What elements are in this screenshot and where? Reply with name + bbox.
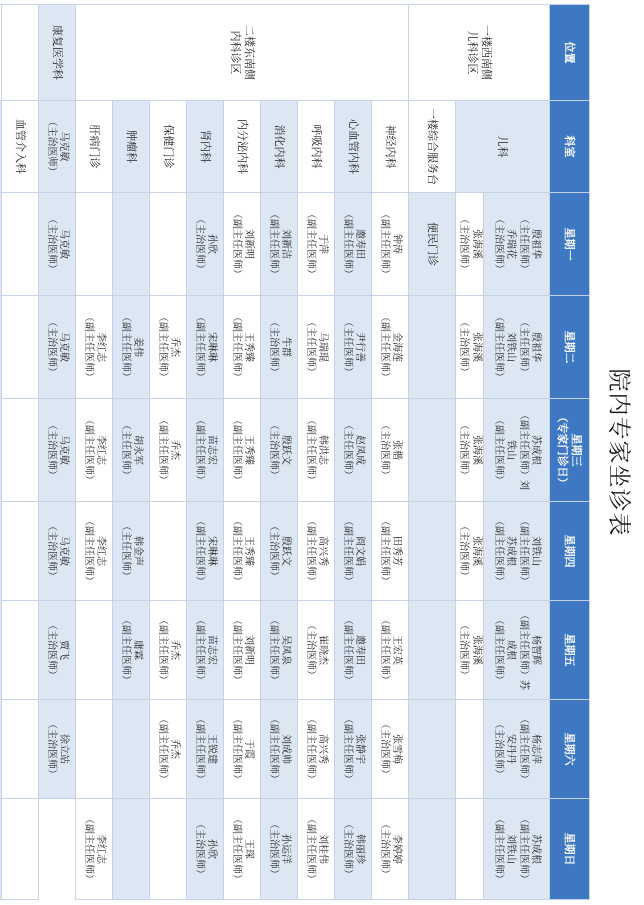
doctor-cell — [2, 799, 39, 900]
doctor-cell: 宋琳琳 （副主任医师） — [187, 502, 224, 601]
table-row — [224, 5, 261, 900]
column-header: 星期五 — [550, 601, 590, 700]
doctor-cell — [150, 502, 187, 601]
doctor-cell — [150, 193, 187, 296]
doctor-cell: 马克敏 （主治医师） — [39, 296, 76, 399]
doctor-cell: 张海溪 （主治医师） — [456, 601, 484, 700]
doctor-cell: 刘新洁 （副主任医师） — [261, 193, 298, 296]
department-cell: 儿科 — [456, 101, 550, 193]
doctor-cell: 姜伟 （副主任医师） — [113, 296, 150, 399]
doctor-cell — [0, 296, 2, 799]
doctor-cell: 吴凤泉 （副主任医师） — [261, 601, 298, 700]
doctor-cell: 张海溪 （主治医师） — [456, 502, 484, 601]
location-cell — [2, 5, 39, 101]
table-row — [409, 5, 456, 900]
doctor-cell: 刘铁山 （副主任医师） 苏成根 （副主任医师） — [484, 502, 550, 601]
doctor-cell — [409, 601, 456, 700]
doctor-cell: 王琛 （副主任医师） — [224, 799, 261, 900]
department-cell: 血管介入科 — [2, 101, 39, 193]
doctor-cell: 张静宇 （副主任医师） — [335, 700, 372, 799]
doctor-cell: 高兴秀 （副主任医师） — [298, 502, 335, 601]
doctor-cell: 徐立站 （主治医师） — [39, 700, 76, 799]
doctor-cell: 马克敏 （主治医师） — [39, 399, 76, 502]
doctor-cell — [76, 601, 113, 700]
doctor-cell: 王锐建 （副主任医师） — [187, 700, 224, 799]
doctor-cell: 殷跃文 （主治医师） — [261, 399, 298, 502]
department-cell: 保健门诊 — [150, 101, 187, 193]
table-row — [76, 5, 113, 900]
doctor-cell — [409, 296, 456, 399]
doctor-cell — [456, 799, 484, 900]
doctor-cell: 钟涛 （副主任医师） — [372, 193, 409, 296]
table-row — [113, 5, 150, 900]
doctor-cell: 张雪梅 （主治医师） — [372, 700, 409, 799]
doctor-cell: 王秀臻 （副主任医师） — [224, 296, 261, 399]
doctor-cell — [150, 799, 187, 900]
doctor-cell: 赵凤成 （主任医师） — [335, 399, 372, 502]
column-header: 星期六 — [550, 700, 590, 799]
department-cell: 肾内科 — [187, 101, 224, 193]
doctor-cell: 王宏英 （副主任医师） — [372, 601, 409, 700]
table-row — [39, 5, 76, 900]
doctor-cell — [76, 700, 113, 799]
doctor-cell: 胡永军 （主任医师） — [113, 399, 150, 502]
table-row — [150, 5, 187, 900]
doctor-cell — [2, 193, 39, 296]
doctor-cell: 张海溪 （主治医师） — [456, 193, 484, 296]
department-cell: 肝病门诊 — [76, 101, 113, 193]
department-cell: 消化内科 — [261, 101, 298, 193]
doctor-cell — [113, 799, 150, 900]
doctor-cell: 马瑞琨 （主任医师） — [298, 296, 335, 399]
column-header: 星期日 — [550, 799, 590, 900]
doctor-cell: 孙运洋 （主治医师） — [261, 799, 298, 900]
doctor-cell: 刘桂伟 （副主任医师） — [298, 799, 335, 900]
doctor-cell: 杨智辉 （副主任医师）苏 成根 （副主任医师） — [484, 601, 550, 700]
header-row — [550, 5, 590, 900]
doctor-cell: 乔杰 （副主任医师） — [150, 296, 187, 399]
location-cell — [0, 5, 2, 101]
doctor-cell: 马克敏 （主治医师） — [39, 502, 76, 601]
schedule-table-wrapper — [8, 4, 590, 899]
doctor-cell: 李红志 （副主任医师） — [76, 502, 113, 601]
doctor-cell: 张海溪 （主治医师） — [456, 296, 484, 399]
doctor-cell: 孙欣 （主治医师） — [187, 799, 224, 900]
doctor-cell: 王秀臻 （副主任医师） — [224, 502, 261, 601]
doctor-cell: 贾飞 （主治医师） — [39, 601, 76, 700]
doctor-cell: 李红志 （副主任医师） — [76, 296, 113, 399]
doctor-cell: 苏成根 （副主任医师）刘 铁山 （副主任医师） — [484, 399, 550, 502]
column-header: 星期四 — [550, 502, 590, 601]
department-cell: 心血管内科 — [335, 101, 372, 193]
doctor-cell: 殷祖华 （主任医师） 刘铁山 （副主任医师） — [484, 296, 550, 399]
doctor-cell: 韩丽珍 （主治医师） — [335, 799, 372, 900]
doctor-cell: 马克敏 （主治医师） — [39, 101, 76, 193]
table-row — [484, 5, 550, 900]
column-header: 科室 — [550, 101, 590, 193]
doctor-cell — [409, 502, 456, 601]
page-title: 院内专家坐诊表 — [605, 368, 632, 537]
table-row — [187, 5, 224, 900]
table-row — [0, 5, 2, 900]
table-row — [298, 5, 335, 900]
doctor-cell — [113, 700, 150, 799]
doctor-cell: 阎文娟 （副主任医师） — [335, 502, 372, 601]
department-cell: 康复医学科 — [39, 5, 76, 101]
doctor-cell: 马克敏 （主治医师） — [39, 193, 76, 296]
doctor-cell: 邀寿田 （副主任医师） — [335, 601, 372, 700]
table-row — [261, 5, 298, 900]
department-cell: 肿瘤科 — [113, 101, 150, 193]
doctor-cell — [2, 700, 39, 799]
doctor-cell: 金海莲 （副主任医师） — [372, 296, 409, 399]
doctor-cell: 韩金声 （主任医师） — [113, 502, 150, 601]
doctor-cell: 刘新明 （副主任医师） — [224, 193, 261, 296]
doctor-cell: 苗志宏 （副主任医师） — [187, 601, 224, 700]
doctor-cell: 高兴秀 （副主任医师） — [298, 700, 335, 799]
doctor-cell: 韩洪志 （副主任医师） — [298, 399, 335, 502]
doctor-cell: 苏成根 （副主任医师） 刘铁山 （副主任医师） — [484, 799, 550, 900]
doctor-cell: 牛群 （主治医师） — [261, 296, 298, 399]
schedule-table — [0, 4, 590, 900]
doctor-cell: 李红志 （副主任医师） — [76, 399, 113, 502]
doctor-cell: 殷祖华 （主任医师） 乔瑞花 （主治医师） — [484, 193, 550, 296]
doctor-cell — [456, 700, 484, 799]
doctor-cell: 邀寿田 （副主任医师） — [335, 193, 372, 296]
department-cell: 便民门诊 — [409, 193, 456, 296]
column-header: 星期二 — [550, 296, 590, 399]
doctor-cell: 孙欣 （主治医师） — [187, 193, 224, 296]
doctor-cell: 刘成帅 （副主任医师） — [261, 700, 298, 799]
doctor-cell — [409, 399, 456, 502]
doctor-cell: 崔晓杰 （主治医师） — [298, 601, 335, 700]
department-cell: 呼吸内科 — [298, 101, 335, 193]
table-row — [335, 5, 372, 900]
doctor-cell — [113, 193, 150, 296]
department-cell — [0, 101, 2, 193]
doctor-cell: 田秀芳 （副主任医师） — [372, 502, 409, 601]
doctor-cell — [2, 601, 39, 700]
doctor-cell — [2, 502, 39, 601]
doctor-cell — [2, 296, 39, 399]
doctor-cell: 于萍 （副主任医师） — [298, 193, 335, 296]
table-row — [372, 5, 409, 900]
location-cell: 一楼综合服务台 — [409, 101, 456, 193]
column-header: 星期三 （专家门诊日） — [550, 399, 590, 502]
doctor-cell — [0, 193, 2, 296]
location-cell: 二楼东南侧 内科诊区 — [76, 5, 409, 101]
doctor-cell: 王秀臻 （副主任医师） — [224, 399, 261, 502]
doctor-cell: 李婷婷 （主治医师） — [372, 799, 409, 900]
doctor-cell — [0, 799, 2, 900]
doctor-cell: 杨志萍 （副主任医师） 安丹丹 （主治医师） — [484, 700, 550, 799]
column-header: 位置 — [550, 5, 590, 101]
department-cell: 内分泌内科 — [224, 101, 261, 193]
department-cell: 神经内科 — [372, 101, 409, 193]
location-cell: 一楼西南侧 儿科诊区 — [409, 5, 550, 101]
doctor-cell: 尹行善 （主任医师） — [335, 296, 372, 399]
doctor-cell — [409, 799, 456, 900]
doctor-cell: 苗志宏 （副主任医师） — [187, 399, 224, 502]
doctor-cell: 刘新明 （副主任医师） — [224, 601, 261, 700]
doctor-cell: 殷跃文 （主治医师） — [261, 502, 298, 601]
doctor-cell: 乔杰 （副主任医师） — [150, 700, 187, 799]
doctor-cell: 乔杰 （副主任医师） — [150, 399, 187, 502]
table-row — [2, 5, 39, 900]
doctor-cell: 张楷 （主治医师） — [372, 399, 409, 502]
column-header: 星期一 — [550, 193, 590, 296]
doctor-cell: 于霞 （副主任医师） — [224, 700, 261, 799]
doctor-cell: 张海溪 （主治医师） — [456, 399, 484, 502]
doctor-cell: 乔杰 （副主任医师） — [150, 601, 187, 700]
doctor-cell — [409, 700, 456, 799]
doctor-cell: 庸霖 （副主任医师） — [113, 601, 150, 700]
doctor-cell: 李红志 （副主任医师） — [76, 799, 113, 900]
doctor-cell: 宋琳琳 （副主任医师） — [187, 296, 224, 399]
doctor-cell — [2, 399, 39, 502]
doctor-cell — [76, 193, 113, 296]
